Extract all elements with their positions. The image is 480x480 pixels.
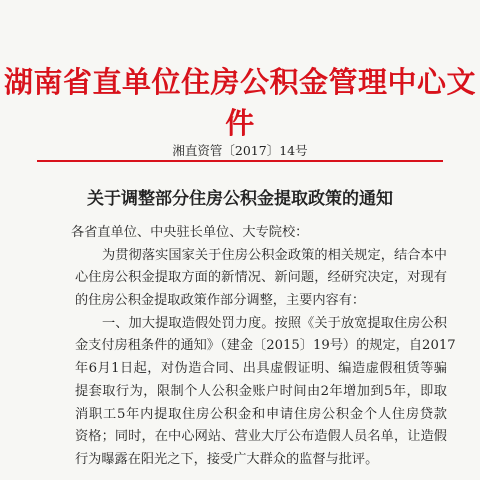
document-number: 湘直资管〔2017〕14号 xyxy=(172,143,308,158)
body-line: 为贯彻落实国家关于住房公积金政策的相关规定，结合本中 xyxy=(102,247,447,263)
salutation: 各省直单位、中央驻长单位、大专院校： xyxy=(71,225,309,240)
body-line: 一、加大提取造假处罚力度。按照《关于放宽提取住房公积 xyxy=(102,315,447,331)
body-line: 心住房公积金提取方面的新情况、新问题，经研究决定，对现有 xyxy=(75,270,447,286)
body-line: 行为曝露在阳光之下，接受广大群众的监督与批评。 xyxy=(75,451,379,467)
body-line: 提套取行为，限制个人公积金账户时间由2年增加到5年，即取 xyxy=(75,383,447,399)
notice-title: 关于调整部分住房公积金提取政策的通知 xyxy=(87,189,393,209)
body-line: 年6月1日起，对伪造合同、出具虚假证明、编造虚假租赁等骗 xyxy=(75,361,447,377)
body-line: 金支付房租条件的通知》（建金〔2015〕19号）的规定，自2017 xyxy=(75,338,456,354)
red-separator-line xyxy=(37,160,443,162)
body-text xyxy=(71,222,456,472)
body-line: 的住房公积金提取政策作部分调整，主要内容有： xyxy=(75,293,366,309)
masthead-title: 湖南省直单位住房公积金管理中心文件 xyxy=(3,65,476,140)
body-line: 消职工5年内提取住房公积金和申请住房公积金个人住房贷款 xyxy=(75,406,447,422)
body-line: 资格；同时，在中心网站、营业大厅公布造假人员名单，让造假 xyxy=(75,429,447,445)
